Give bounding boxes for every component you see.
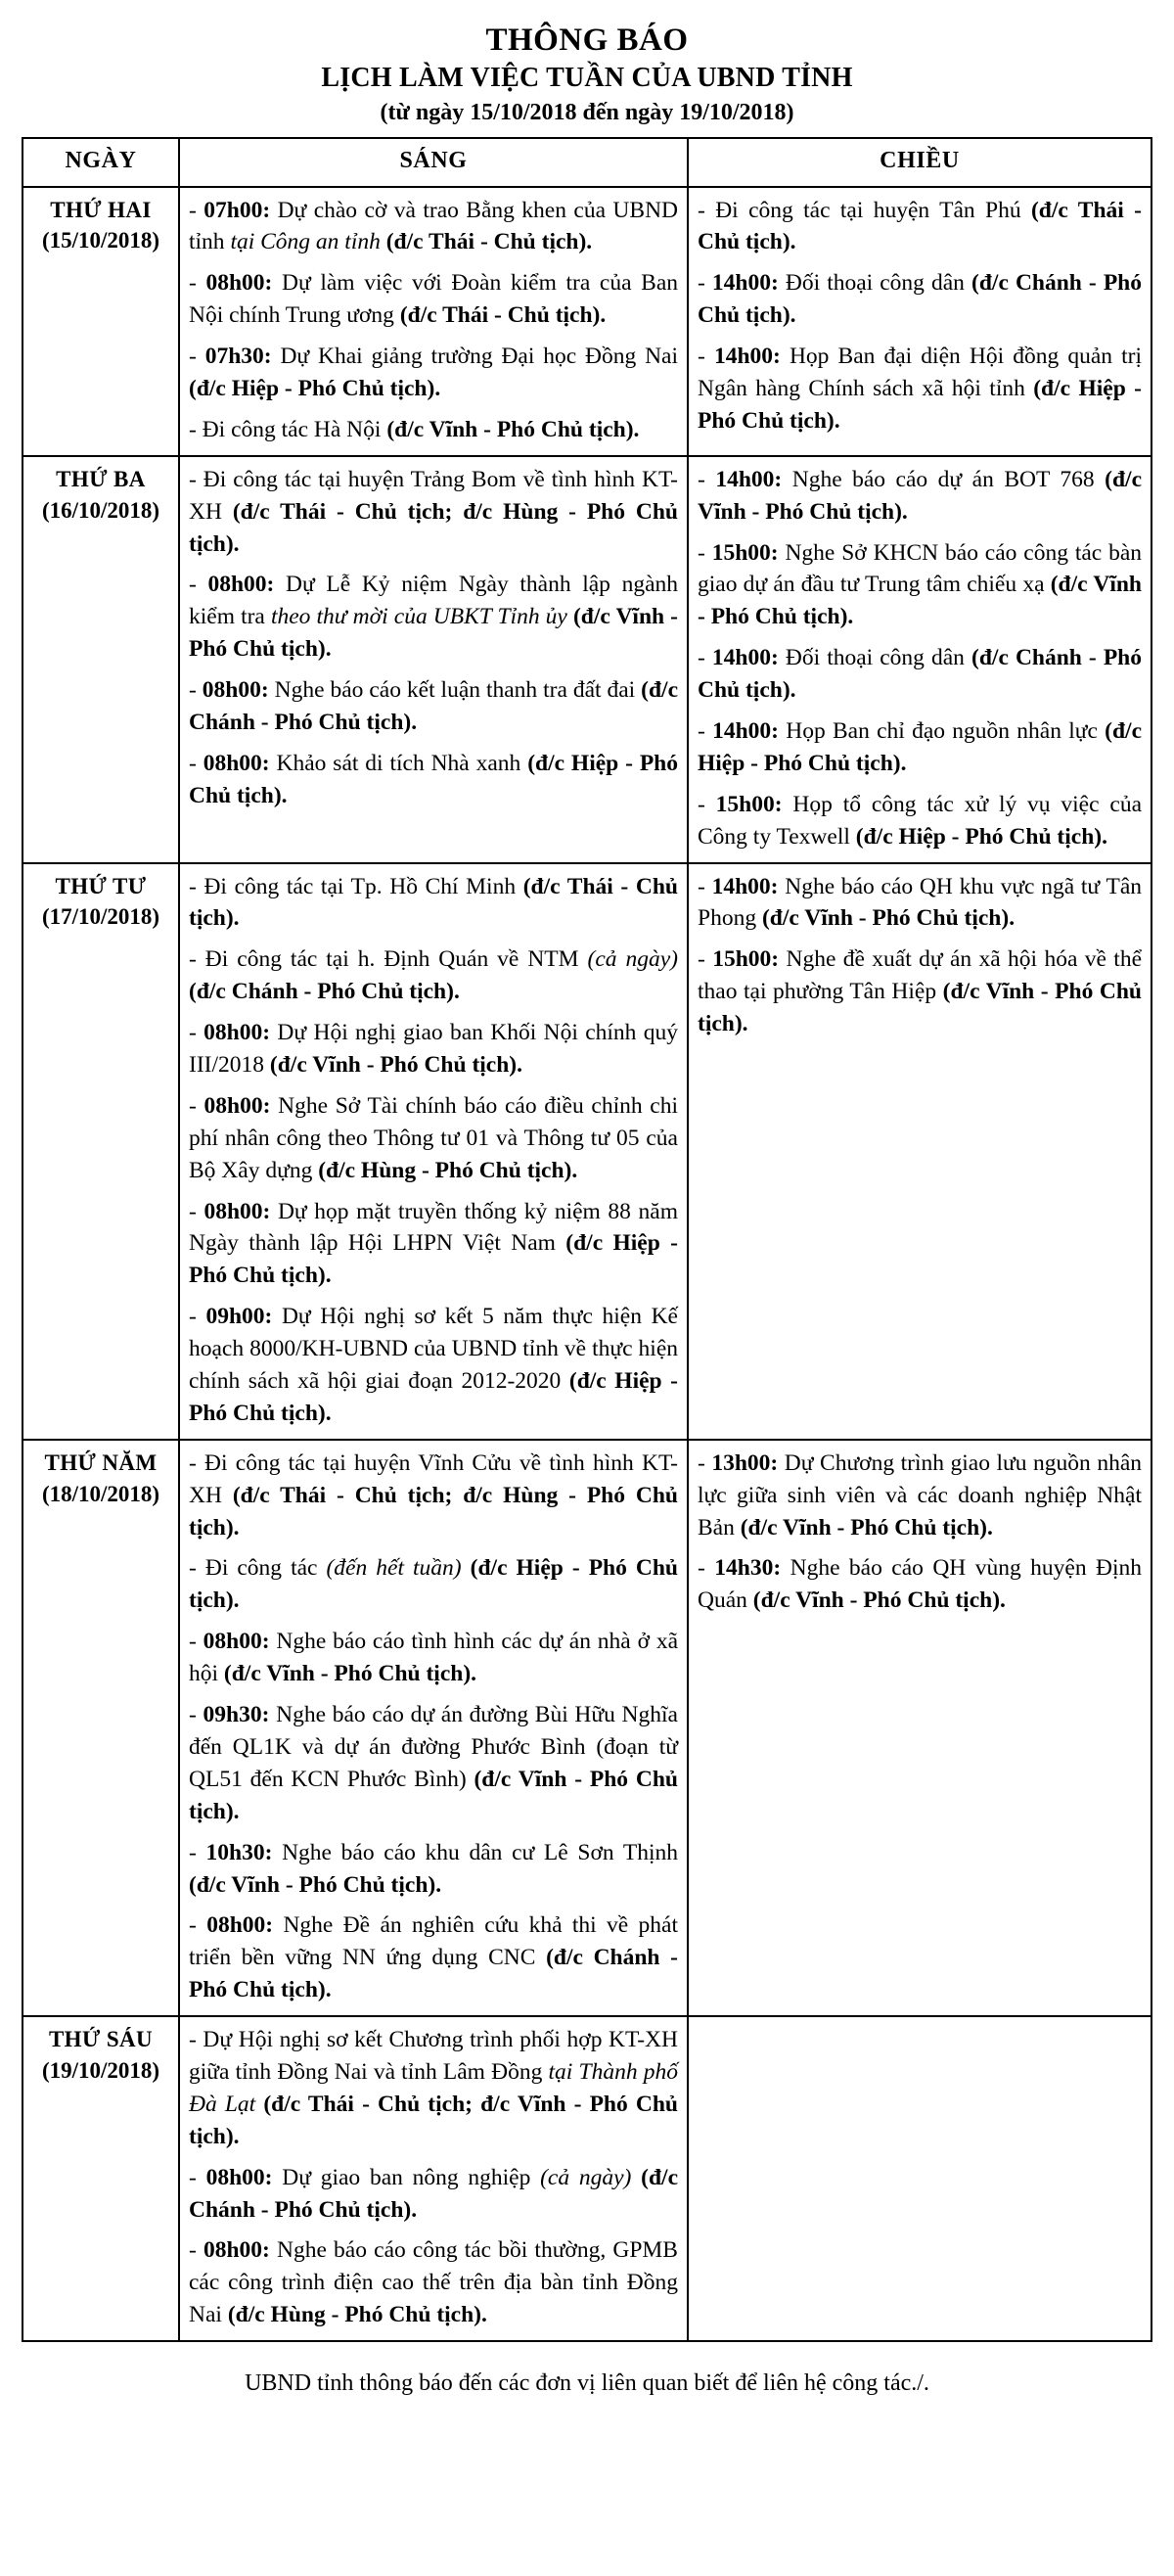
schedule-entry: - 08h00: Dự làm việc với Đoàn kiểm tra của Ban Nội chính Trung ương (đ/c Thái - Chủ tịch). <box>189 270 679 329</box>
day-date: (17/10/2018) <box>41 904 160 930</box>
day-cell <box>23 863 179 1440</box>
schedule-entry: - 08h00: Nghe báo cáo kết luận thanh tra đất đai (đ/c Chánh - Phó Chủ tịch). <box>189 677 679 735</box>
column-header-afternoon: CHIỀU <box>688 138 1151 187</box>
day-name: THỨ HAI <box>50 197 152 222</box>
schedule-entry: - Đi công tác (đến hết tuần) (đ/c Hiệp - Phó Chủ tịch). <box>189 1555 678 1614</box>
morning-schedule-cell <box>179 456 688 863</box>
schedule-entry: - 08h00: Dự Lễ Kỷ niệm Ngày thành lập ngành kiểm tra theo thư mời của UBKT Tỉnh ủy (đ/c Vĩnh - Phó Chủ tịch). <box>189 572 679 663</box>
schedule-entry: - 08h00: Nghe Đề án nghiên cứu khả thi về phát triển bền vững NN ứng dụng CNC (đ/c Chánh - Phó Chủ tịch). <box>189 1912 678 2003</box>
schedule-entry: - 15h00: Nghe Sở KHCN báo cáo công tác bàn giao dự án đầu tư Trung tâm chiếu xạ (đ/c Vĩnh - Phó Chủ tịch). <box>698 539 1142 630</box>
day-date: (15/10/2018) <box>41 228 160 253</box>
afternoon-schedule-cell <box>688 2016 1151 2341</box>
document-header <box>22 22 1152 127</box>
column-header-morning: SÁNG <box>179 138 688 187</box>
day-cell <box>23 1440 179 2016</box>
afternoon-schedule-cell <box>688 187 1151 456</box>
schedule-entry: - 14h00: Nghe báo cáo QH khu vực ngã tư Tân Phong (đ/c Vĩnh - Phó Chủ tịch). <box>698 873 1143 932</box>
schedule-entry: - Đi công tác tại huyện Trảng Bom về tình hình KT-XH (đ/c Thái - Chủ tịch; đ/c Hùng - Phó Chủ tịch). <box>189 466 678 557</box>
schedule-entry: - 14h30: Nghe báo cáo QH vùng huyện Định Quán (đ/c Vĩnh - Phó Chủ tịch). <box>698 1555 1142 1614</box>
day-cell <box>23 2016 179 2341</box>
day-name: THỨ BA <box>56 466 146 491</box>
schedule-entry: - 08h00: Dự họp mặt truyền thống kỷ niệm 88 năm Ngày thành lập Hội LHPN Việt Nam (đ/c Hiệp - Phó Chủ tịch). <box>189 1198 678 1289</box>
schedule-entry: - Đi công tác tại huyện Vĩnh Cửu về tình hình KT-XH (đ/c Thái - Chủ tịch; đ/c Hùng - Phó Chủ tịch). <box>189 1449 678 1541</box>
day-name: THỨ SÁU <box>48 2027 154 2052</box>
afternoon-schedule-cell <box>688 863 1151 1440</box>
morning-schedule-cell <box>179 2016 688 2341</box>
afternoon-schedule-cell <box>688 456 1151 863</box>
document-subtitle: LỊCH LÀM VIỆC TUẦN CỦA UBND TỈNH <box>321 62 853 93</box>
schedule-entry: - 07h00: Dự chào cờ và trao Bằng khen của UBND tỉnh tại Công an tỉnh (đ/c Thái - Chủ tịch). <box>189 197 679 255</box>
schedule-entry: - Đi công tác Hà Nội (đ/c Vĩnh - Phó Chủ tịch). <box>189 416 640 442</box>
day-date: (19/10/2018) <box>41 2057 160 2083</box>
table-row <box>23 456 1151 863</box>
table-body <box>23 187 1151 2342</box>
schedule-entry: - Đi công tác tại Tp. Hồ Chí Minh (đ/c Thái - Chủ tịch). <box>189 873 678 932</box>
schedule-entry: - Đi công tác tại h. Định Quán về NTM (cả ngày) (đ/c Chánh - Phó Chủ tịch). <box>189 946 678 1005</box>
schedule-entry: - 08h00: Nghe Sở Tài chính báo cáo điều chỉnh chi phí nhân công theo Thông tư 01 và Thông tư 05 của Bộ Xây dựng (đ/c Hùng - Phó Chủ tịch). <box>189 1092 678 1183</box>
day-date: (18/10/2018) <box>41 1481 160 1506</box>
day-cell <box>23 187 179 456</box>
table-row <box>23 187 1151 456</box>
schedule-entry: - 08h00: Nghe báo cáo tình hình các dự án nhà ở xã hội (đ/c Vĩnh - Phó Chủ tịch). <box>189 1629 679 1687</box>
day-cell <box>23 456 179 863</box>
schedule-entry: - 13h00: Dự Chương trình giao lưu nguồn nhân lực giữa sinh viên và các doanh nghiệp Nhật Bản (đ/c Vĩnh - Phó Chủ tịch). <box>698 1449 1143 1541</box>
schedule-entry: - 08h00: Dự giao ban nông nghiệp (cả ngày) (đ/c Chánh - Phó Chủ tịch). <box>189 2164 679 2223</box>
schedule-entry: - Đi công tác tại huyện Tân Phú (đ/c Thái - Chủ tịch). <box>698 197 1143 255</box>
weekly-schedule-table <box>22 137 1152 2343</box>
morning-schedule-cell <box>179 187 688 456</box>
schedule-entry: - 10h30: Nghe báo cáo khu dân cư Lê Sơn Thịnh (đ/c Vĩnh - Phó Chủ tịch). <box>189 1839 678 1898</box>
document-footer-note: UBND tỉnh thông báo đến các đơn vị liên quan biết để liên hệ công tác./. <box>245 2370 929 2397</box>
column-header-day: NGÀY <box>23 138 179 187</box>
day-date: (16/10/2018) <box>41 497 160 523</box>
schedule-entry: - Dự Hội nghị sơ kết Chương trình phối hợp KT-XH giữa tỉnh Đồng Nai và tỉnh Lâm Đồng tại Thành phố Đà Lạt (đ/c Thái - Chủ tịch; đ/c Vĩnh - Phó Chủ tịch). <box>189 2027 678 2149</box>
schedule-entry: - 15h00: Họp tổ công tác xử lý vụ việc của Công ty Texwell (đ/c Hiệp - Phó Chủ tịch). <box>698 791 1142 850</box>
document-date-range: (từ ngày 15/10/2018 đến ngày 19/10/2018) <box>380 99 794 125</box>
schedule-entry: - 08h00: Dự Hội nghị giao ban Khối Nội chính quý III/2018 (đ/c Vĩnh - Phó Chủ tịch). <box>189 1020 678 1079</box>
schedule-entry: - 08h00: Khảo sát di tích Nhà xanh (đ/c Hiệp - Phó Chủ tịch). <box>189 750 679 808</box>
morning-schedule-cell <box>179 1440 688 2016</box>
table-row <box>23 2016 1151 2341</box>
schedule-entry: - 14h00: Họp Ban chỉ đạo nguồn nhân lực (đ/c Hiệp - Phó Chủ tịch). <box>698 718 1143 776</box>
schedule-entry: - 14h00: Nghe báo cáo dự án BOT 768 (đ/c Vĩnh - Phó Chủ tịch). <box>698 466 1143 525</box>
schedule-entry: - 09h30: Nghe báo cáo dự án đường Bùi Hữu Nghĩa đến QL1K và dự án đường Phước Bình (đoạn từ QL51 đến KCN Phước Bình) (đ/c Vĩnh - Phó Chủ tịch). <box>189 1702 678 1824</box>
schedule-entry: - 15h00: Nghe đề xuất dự án xã hội hóa về thể thao tại phường Tân Hiệp (đ/c Vĩnh - Phó Chủ tịch). <box>698 946 1143 1037</box>
schedule-entry: - 14h00: Đối thoại công dân (đ/c Chánh - Phó Chủ tịch). <box>698 270 1143 329</box>
schedule-entry: - 07h30: Dự Khai giảng trường Đại học Đồng Nai (đ/c Hiệp - Phó Chủ tịch). <box>189 344 678 401</box>
day-name: THỨ NĂM <box>44 1449 158 1475</box>
table-row <box>23 863 1151 1440</box>
document-title: THÔNG BÁO <box>485 23 689 58</box>
table-header-row <box>23 138 1151 187</box>
schedule-entry: - 14h00: Họp Ban đại diện Hội đồng quản trị Ngân hàng Chính sách xã hội tỉnh (đ/c Hiệp - Phó Chủ tịch). <box>698 344 1142 434</box>
afternoon-schedule-cell <box>688 1440 1151 2016</box>
table-row <box>23 1440 1151 2016</box>
schedule-entry: - 14h00: Đối thoại công dân (đ/c Chánh - Phó Chủ tịch). <box>698 645 1143 704</box>
day-name: THỨ TƯ <box>55 873 147 898</box>
schedule-entry: - 08h00: Nghe báo cáo công tác bồi thường, GPMB các công trình điện cao thế trên địa bàn tỉnh Đồng Nai (đ/c Hùng - Phó Chủ tịch). <box>189 2237 678 2328</box>
schedule-entry: - 09h00: Dự Hội nghị sơ kết 5 năm thực hiện Kế hoạch 8000/KH-UBND của UBND tỉnh về thực hiện chính sách xã hội giai đoạn 2012-2020 (đ/c Hiệp - Phó Chủ tịch). <box>189 1304 678 1426</box>
morning-schedule-cell <box>179 863 688 1440</box>
